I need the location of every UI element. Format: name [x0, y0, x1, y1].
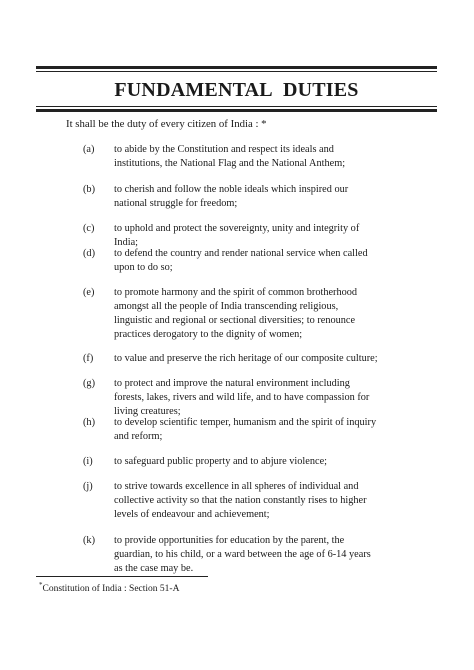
duty-letter: (k) [83, 535, 96, 546]
duty-text: to safeguard public property and to abjure violence; [114, 456, 328, 467]
footnote [39, 581, 179, 594]
title-rule-top-thin [36, 71, 437, 72]
title-rule-top-thick [36, 66, 437, 69]
duty-letter: (d) [83, 248, 96, 259]
duty-text: to defend the country and render national service when called upon to do so; [114, 248, 368, 273]
footnote-text: Constitution of India : Section 51-A [42, 584, 180, 594]
duty-letter: (h) [83, 417, 96, 428]
duty-letter: (j) [83, 481, 93, 492]
title-rule-bottom-thin [36, 106, 437, 107]
duty-letter: (f) [83, 353, 94, 364]
duty-letter: (c) [83, 223, 95, 234]
duty-text: to provide opportunities for education by the parent, the guardian, to his child, or a ward between the age of 6-14 years as the case may be. [114, 535, 371, 574]
footnote-rule [36, 576, 208, 577]
footnote-marker: * [39, 581, 43, 589]
duty-text: to promote harmony and the spirit of common brotherhood amongst all the people of India transcending religious, linguistic and regional or sectional diversities; to renounce practices derogatory to the dignity of women; [114, 287, 358, 340]
duty-text: to protect and improve the natural environment including forests, lakes, rivers and wild life, and to have compassion for living creatures; [114, 378, 370, 417]
duty-text: to cherish and follow the noble ideals which inspired our national struggle for freedom; [114, 184, 349, 209]
duty-text: to strive towards excellence in all spheres of individual and collective activity so that the nation constantly rises to higher levels of endeavour and achievement; [114, 481, 367, 520]
duty-letter: (e) [83, 287, 95, 298]
title-rule-bottom-thick [36, 109, 437, 112]
duty-letter: (a) [83, 144, 95, 155]
duty-letter: (b) [83, 184, 96, 195]
intro-text: It shall be the duty of every citizen of India : * [66, 118, 267, 130]
duty-text: to develop scientific temper, humanism and the spirit of inquiry and reform; [114, 417, 377, 442]
duty-text: to value and preserve the rich heritage of our composite culture; [114, 353, 378, 364]
duty-letter: (g) [83, 378, 96, 389]
duty-text: to uphold and protect the sovereignty, unity and integrity of India; [114, 223, 360, 248]
page-title: FUNDAMENTAL DUTIES [114, 79, 359, 101]
duty-letter: (i) [83, 456, 93, 467]
duty-text: to abide by the Constitution and respect its ideals and institutions, the National Flag and the National Anthem; [114, 144, 346, 169]
